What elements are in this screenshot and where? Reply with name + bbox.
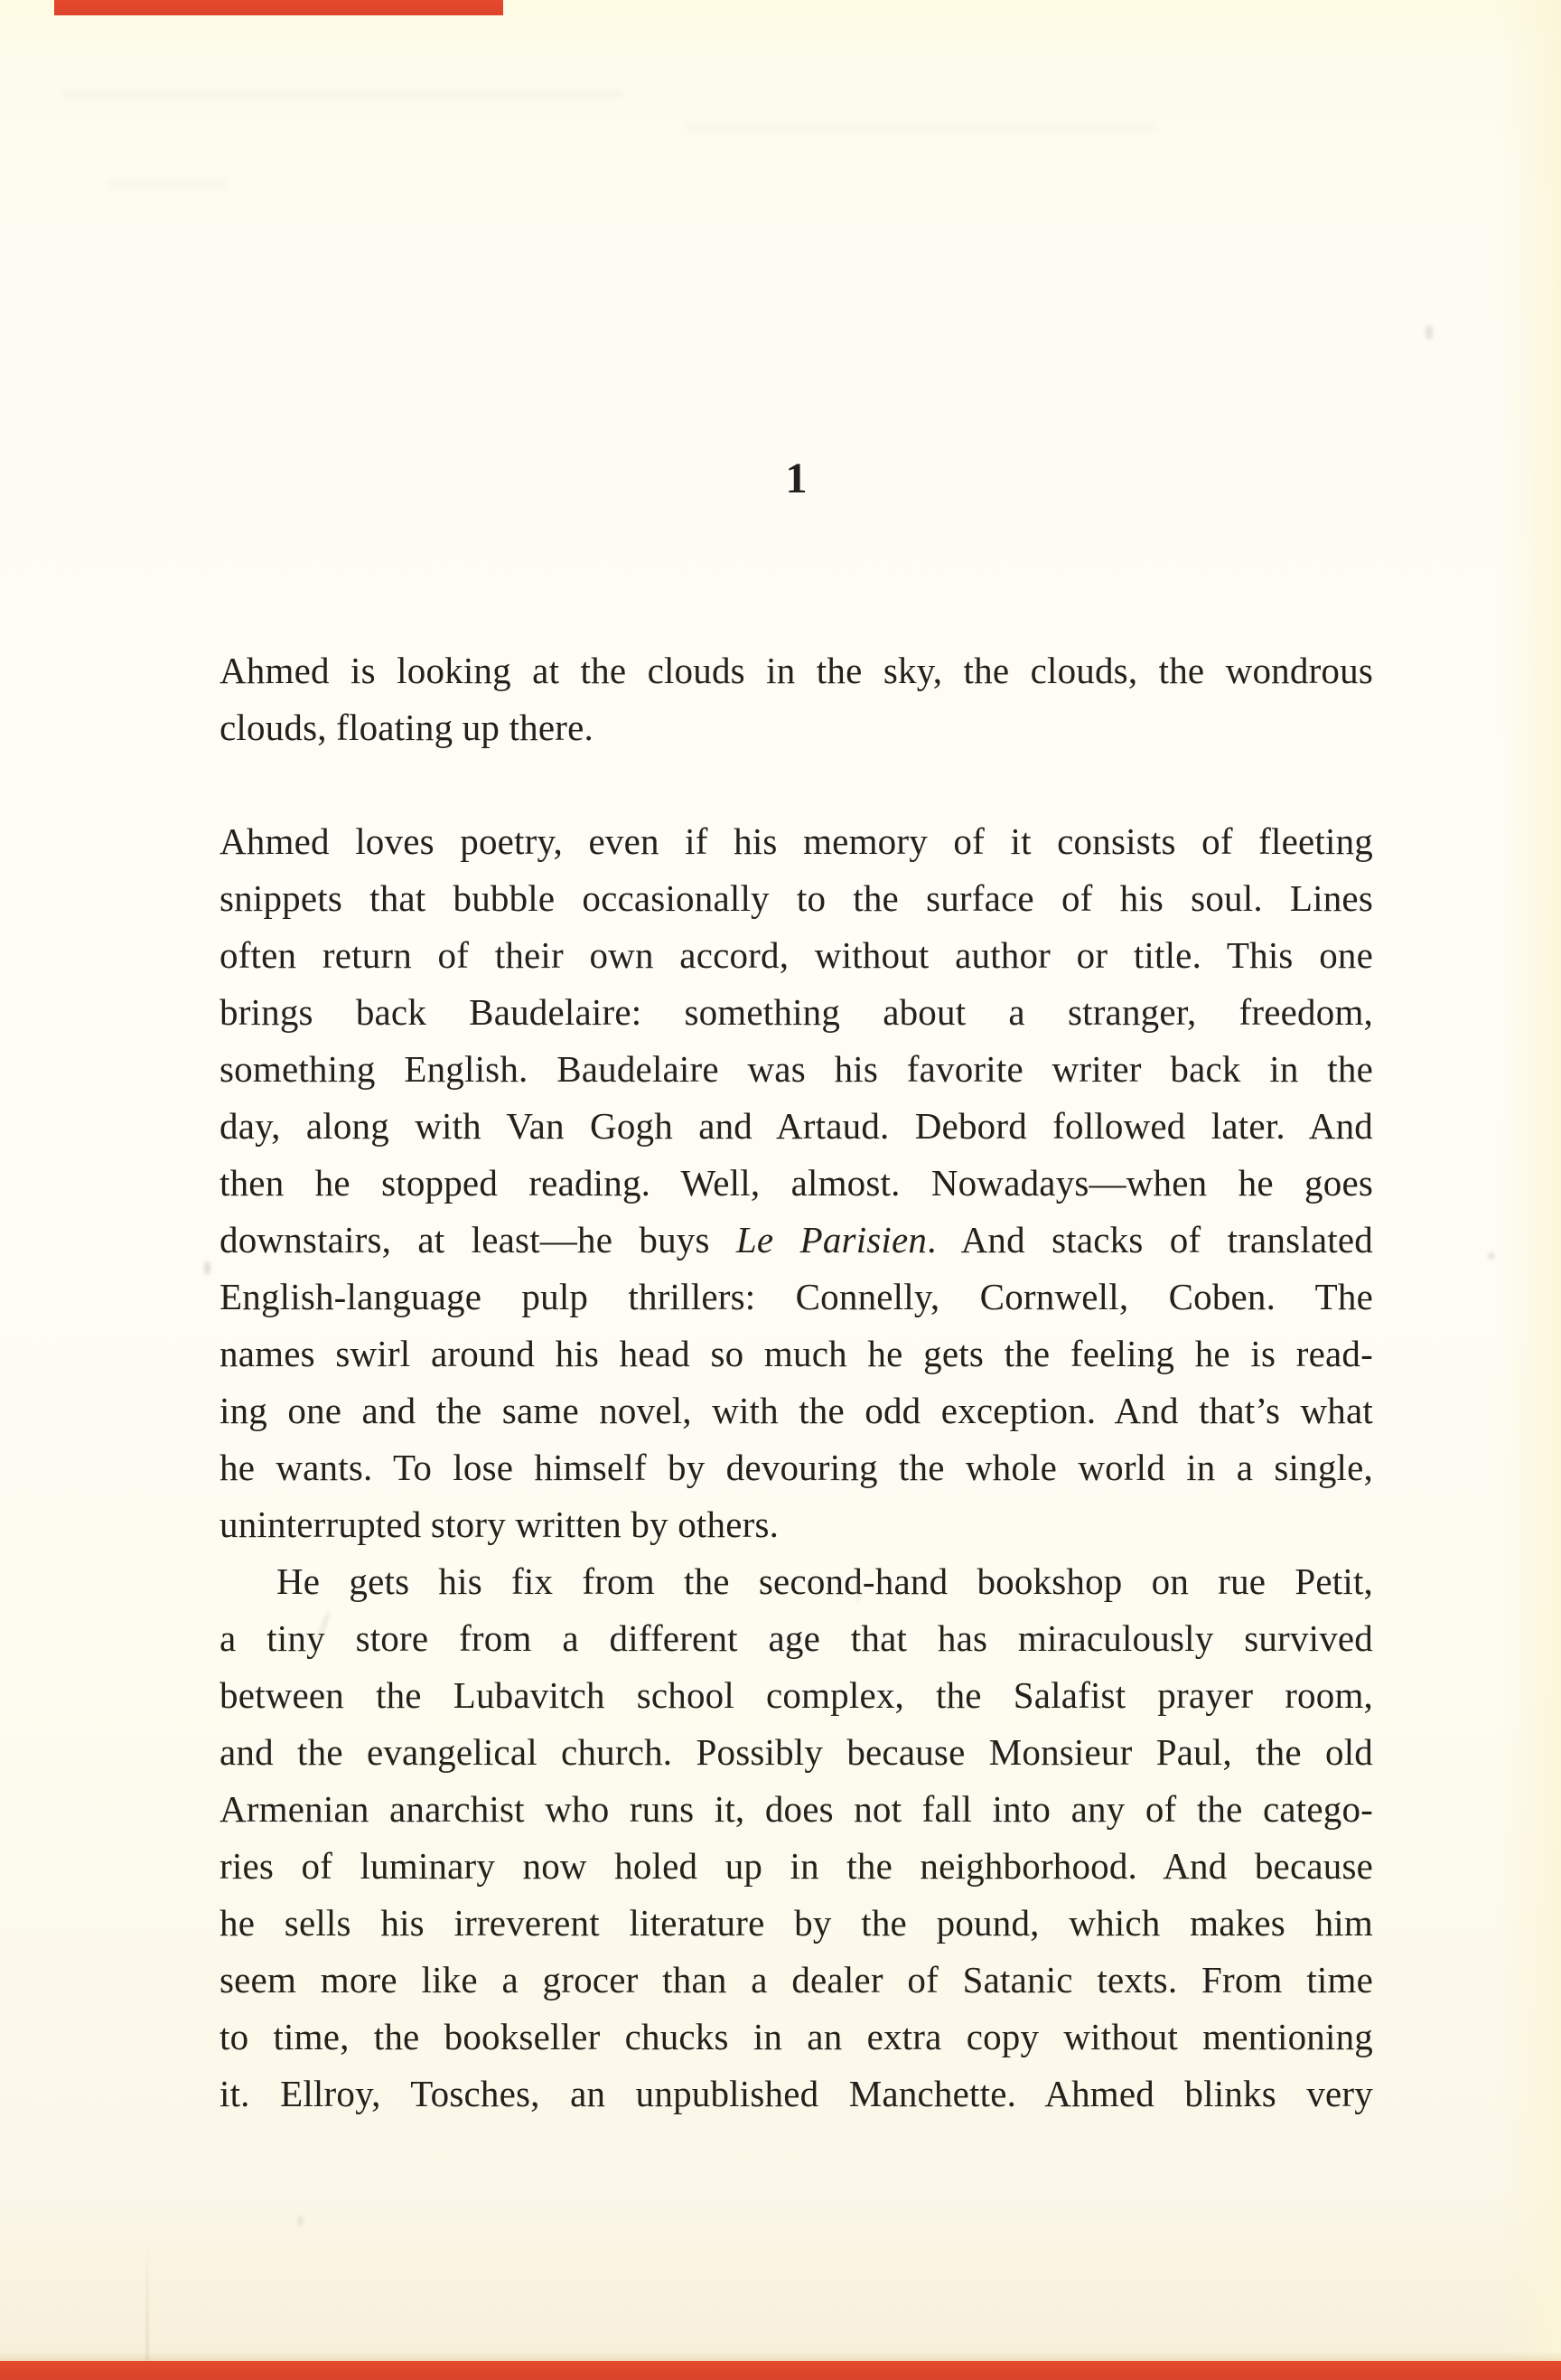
scan-dot-artifact	[1425, 325, 1433, 340]
text-line: snippets that bubble occasionally to the surface of his soul. Lines	[220, 877, 1373, 919]
text-line: uninterrupted story written by others.	[220, 1504, 780, 1545]
paragraph-3	[220, 1553, 1373, 2122]
text-line: brings back Baudelaire: something about a stranger, freedom,	[220, 991, 1373, 1033]
text-line: then he stopped reading. Well, almost. Nowadays—when he goes	[220, 1162, 1373, 1204]
scan-edge-shadow	[0, 2352, 1561, 2361]
text-line: names swirl around his head so much he gets the feeling he is read-	[220, 1333, 1373, 1374]
text-line: Ahmed loves poetry, even if his memory of it consists of fleeting	[220, 820, 1373, 862]
scan-dot-artifact	[298, 2216, 303, 2226]
text-line: ing one and the same novel, with the odd exception. And that’s what	[220, 1390, 1373, 1431]
text-line: a tiny store from a different age that has miraculously survived	[220, 1617, 1373, 1659]
chapter-number: 1	[785, 454, 808, 502]
text-line: and the evangelical church. Possibly because Monsieur Paul, the old	[220, 1731, 1373, 1773]
text-line: between the Lubavitch school complex, the Salafist prayer room,	[220, 1674, 1373, 1716]
text-line: downstairs, at least—he buys Le Parisien. And stacks of translated	[220, 1219, 1373, 1260]
text-line: He gets his fix from the second-hand bookshop on rue Petit,	[276, 1560, 1373, 1602]
body-text	[220, 642, 1373, 2122]
text-line: Ahmed is looking at the clouds in the sky, the clouds, the wondrous	[220, 650, 1373, 691]
text-line: clouds, floating up there.	[220, 707, 594, 748]
scan-streak-artifact	[687, 125, 1156, 130]
scan-streak-artifact	[108, 181, 226, 189]
text-line: he sells his irreverent literature by the pound, which makes him	[220, 1902, 1373, 1944]
scan-streak-artifact	[63, 90, 623, 97]
scan-smudge-artifact	[856, 1579, 860, 1603]
scan-dot-artifact	[1489, 1252, 1494, 1260]
scan-edge-red-bar-bottom	[0, 2361, 1561, 2380]
text-line: something English. Baudelaire was his favorite writer back in the	[220, 1048, 1373, 1090]
paragraph-1	[220, 642, 1373, 756]
text-line: to time, the bookseller chucks in an extra copy without mentioning	[220, 2016, 1373, 2057]
text-line: he wants. To lose himself by devouring the whole world in a single,	[220, 1447, 1373, 1488]
text-line: day, along with Van Gogh and Artaud. Debord followed later. And	[220, 1105, 1373, 1147]
scan-dot-artifact	[204, 1261, 210, 1275]
text-line: it. Ellroy, Tosches, an unpublished Manchette. Ahmed blinks very	[220, 2073, 1373, 2114]
scan-edge-red-bar-top	[54, 0, 503, 15]
text-line: Armenian anarchist who runs it, does not fall into any of the catego-	[220, 1788, 1373, 1830]
text-line: English-language pulp thrillers: Connelly, Cornwell, Coben. The	[220, 1276, 1373, 1317]
text-line: often return of their own accord, without author or title. This one	[220, 934, 1373, 976]
text-line: seem more like a grocer than a dealer of Satanic texts. From time	[220, 1959, 1373, 2001]
text-line: ries of luminary now holed up in the neighborhood. And because	[220, 1845, 1373, 1887]
paragraph-2	[220, 813, 1373, 1553]
